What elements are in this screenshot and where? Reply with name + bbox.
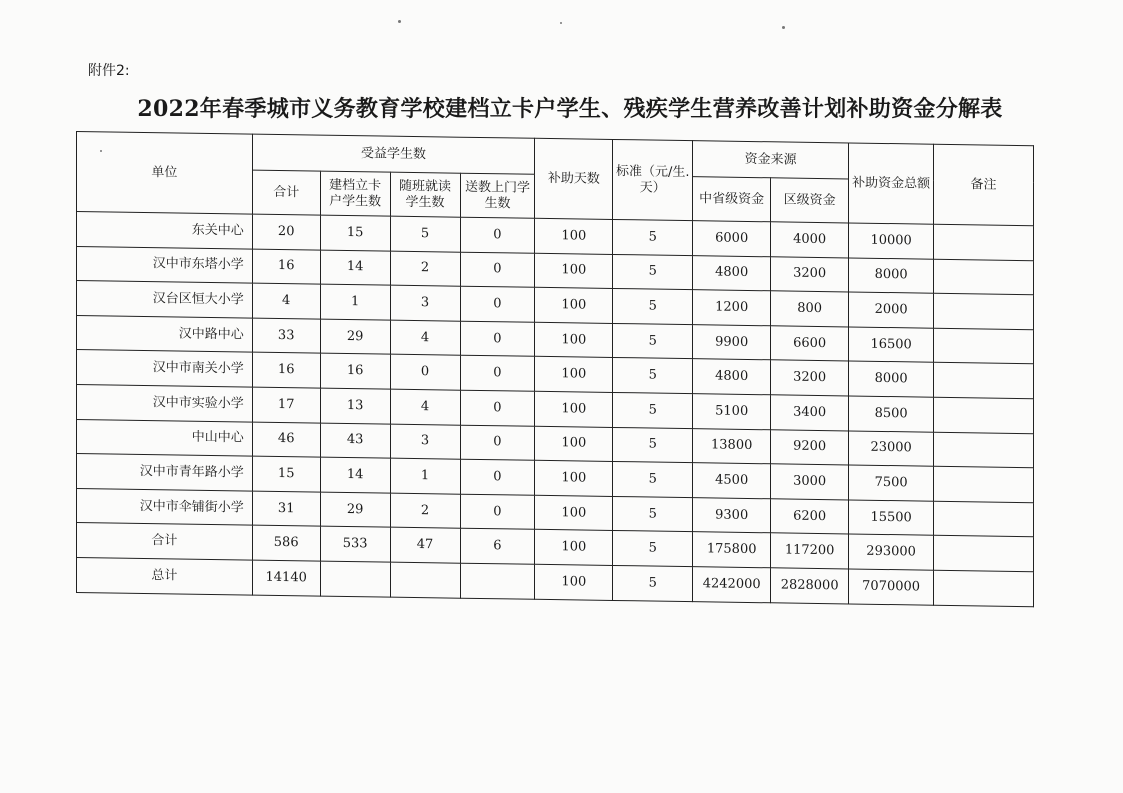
registered-cell [320,561,390,597]
remarks-cell [934,501,1034,537]
header-standard: 标准（元/生.天） [613,139,693,220]
remarks-cell [934,536,1034,572]
unit-cell: 汉中市东塔小学 [77,246,253,283]
registered-cell: 15 [320,215,390,251]
header-subsidy-total: 补助资金总额 [849,143,934,224]
homevisit-cell: 0 [460,252,535,288]
remarks-cell [934,293,1034,329]
inclass-cell: 4 [390,389,460,425]
provincial-cell: 4242000 [693,567,771,603]
header-district: 区级资金 [771,178,849,223]
unit-cell: 汉中市伞铺街小学 [77,488,253,525]
scan-speck [560,22,562,24]
subsidy-cell: 8000 [849,361,934,397]
header-total: 合计 [252,170,320,215]
days-cell: 100 [535,495,613,531]
registered-cell: 1 [320,284,390,320]
provincial-cell: 5100 [693,394,771,430]
unit-cell: 东关中心 [77,212,253,249]
remarks-cell [934,397,1034,433]
district-cell: 3400 [771,395,849,431]
homevisit-cell: 0 [460,459,535,495]
days-cell: 100 [535,564,613,600]
total-cell: 33 [252,318,320,354]
unit-cell: 汉中市青年路小学 [77,454,253,491]
inclass-cell [390,562,460,598]
district-cell: 6200 [771,499,849,535]
standard-cell: 5 [613,358,693,394]
total-cell: 17 [252,387,320,423]
remarks-cell [934,432,1034,468]
header-registered: 建档立卡户学生数 [320,171,390,216]
registered-cell: 14 [320,457,390,493]
subsidy-table [76,131,1034,607]
days-cell: 100 [535,218,613,254]
header-days: 补助天数 [535,138,613,219]
homevisit-cell: 0 [460,425,535,461]
remarks-cell [934,466,1034,502]
total-cell: 31 [252,491,320,527]
remarks-cell [934,259,1034,295]
provincial-cell: 9300 [693,497,771,533]
district-cell: 800 [771,291,849,327]
header-inclass: 随班就读学生数 [390,172,460,217]
days-cell: 100 [535,530,613,566]
total-cell: 16 [252,249,320,285]
homevisit-cell: 0 [460,217,535,253]
district-cell: 3200 [771,256,849,292]
subsidy-cell: 15500 [849,500,934,536]
homevisit-cell: 0 [460,390,535,426]
standard-cell: 5 [613,427,693,463]
district-cell: 117200 [771,533,849,569]
days-cell: 100 [535,357,613,393]
header-unit: 单位 [77,132,253,215]
total-cell: 4 [252,283,320,319]
scan-speck [398,20,401,23]
district-cell: 6600 [771,326,849,362]
inclass-cell: 4 [390,320,460,356]
subsidy-cell: 16500 [849,327,934,363]
registered-cell: 16 [320,353,390,389]
header-provincial: 中省级资金 [693,177,771,222]
provincial-cell: 1200 [693,290,771,326]
days-cell: 100 [535,391,613,427]
registered-cell: 29 [320,319,390,355]
days-cell: 100 [535,426,613,462]
standard-cell: 5 [613,565,693,601]
registered-cell: 29 [320,492,390,528]
homevisit-cell: 0 [460,286,535,322]
unit-cell: 汉台区恒大小学 [77,281,253,318]
provincial-cell: 13800 [693,428,771,464]
standard-cell: 5 [613,254,693,290]
subsidy-cell: 10000 [849,223,934,259]
registered-cell: 533 [320,526,390,562]
standard-cell: 5 [613,289,693,325]
district-cell: 3200 [771,360,849,396]
provincial-cell: 4800 [693,359,771,395]
remarks-cell [934,363,1034,399]
remarks-cell [934,224,1034,260]
inclass-cell: 47 [390,528,460,564]
inclass-cell: 2 [390,493,460,529]
homevisit-cell [460,563,535,599]
district-cell: 3000 [771,464,849,500]
header-beneficiaries: 受益学生数 [252,134,535,174]
unit-cell: 汉中路中心 [77,315,253,352]
unit-cell: 中山中心 [77,419,253,456]
standard-cell: 5 [613,462,693,498]
inclass-cell: 0 [390,355,460,391]
days-cell: 100 [535,253,613,289]
homevisit-cell: 0 [460,494,535,530]
inclass-cell: 3 [390,424,460,460]
provincial-cell: 6000 [693,221,771,257]
standard-cell: 5 [613,496,693,532]
remarks-cell [934,328,1034,364]
total-cell: 586 [252,525,320,561]
unit-cell: 合计 [77,523,253,560]
remarks-cell [934,570,1034,606]
standard-cell: 5 [613,392,693,428]
homevisit-cell: 0 [460,321,535,357]
subsidy-cell: 293000 [849,534,934,570]
unit-cell: 汉中市实验小学 [77,384,253,421]
registered-cell: 43 [320,423,390,459]
district-cell: 9200 [771,429,849,465]
inclass-cell: 5 [390,216,460,252]
attachment-label: 附件2: [88,63,130,79]
district-cell: 2828000 [771,568,849,604]
document-title: 2022年春季城市义务教育学校建档立卡户学生、残疾学生营养改善计划补助资金分解表 [137,96,1003,122]
unit-cell: 总计 [77,557,253,594]
inclass-cell: 3 [390,285,460,321]
homevisit-cell: 6 [460,529,535,565]
header-homevisit: 送教上门学生数 [460,173,535,218]
inclass-cell: 2 [390,251,460,287]
subsidy-cell: 23000 [849,431,934,467]
days-cell: 100 [535,322,613,358]
standard-cell: 5 [613,323,693,359]
inclass-cell: 1 [390,458,460,494]
standard-cell: 5 [613,531,693,567]
unit-cell: 汉中市南关小学 [77,350,253,387]
provincial-cell: 9900 [693,324,771,360]
total-cell: 14140 [252,560,320,596]
provincial-cell: 4800 [693,255,771,291]
standard-cell: 5 [613,219,693,255]
subsidy-cell: 7070000 [849,569,934,605]
days-cell: 100 [535,460,613,496]
total-cell: 20 [252,214,320,250]
registered-cell: 14 [320,250,390,286]
subsidy-cell: 8000 [849,258,934,294]
header-funding-source: 资金来源 [693,141,849,179]
provincial-cell: 175800 [693,532,771,568]
header-remarks: 备注 [934,144,1034,225]
homevisit-cell: 0 [460,356,535,392]
provincial-cell: 4500 [693,463,771,499]
subsidy-cell: 8500 [849,396,934,432]
subsidy-cell: 7500 [849,465,934,501]
total-cell: 15 [252,456,320,492]
days-cell: 100 [535,287,613,323]
subsidy-cell: 2000 [849,292,934,328]
total-cell: 16 [252,352,320,388]
total-cell: 46 [252,422,320,458]
district-cell: 4000 [771,222,849,258]
registered-cell: 13 [320,388,390,424]
scan-speck [782,26,785,29]
